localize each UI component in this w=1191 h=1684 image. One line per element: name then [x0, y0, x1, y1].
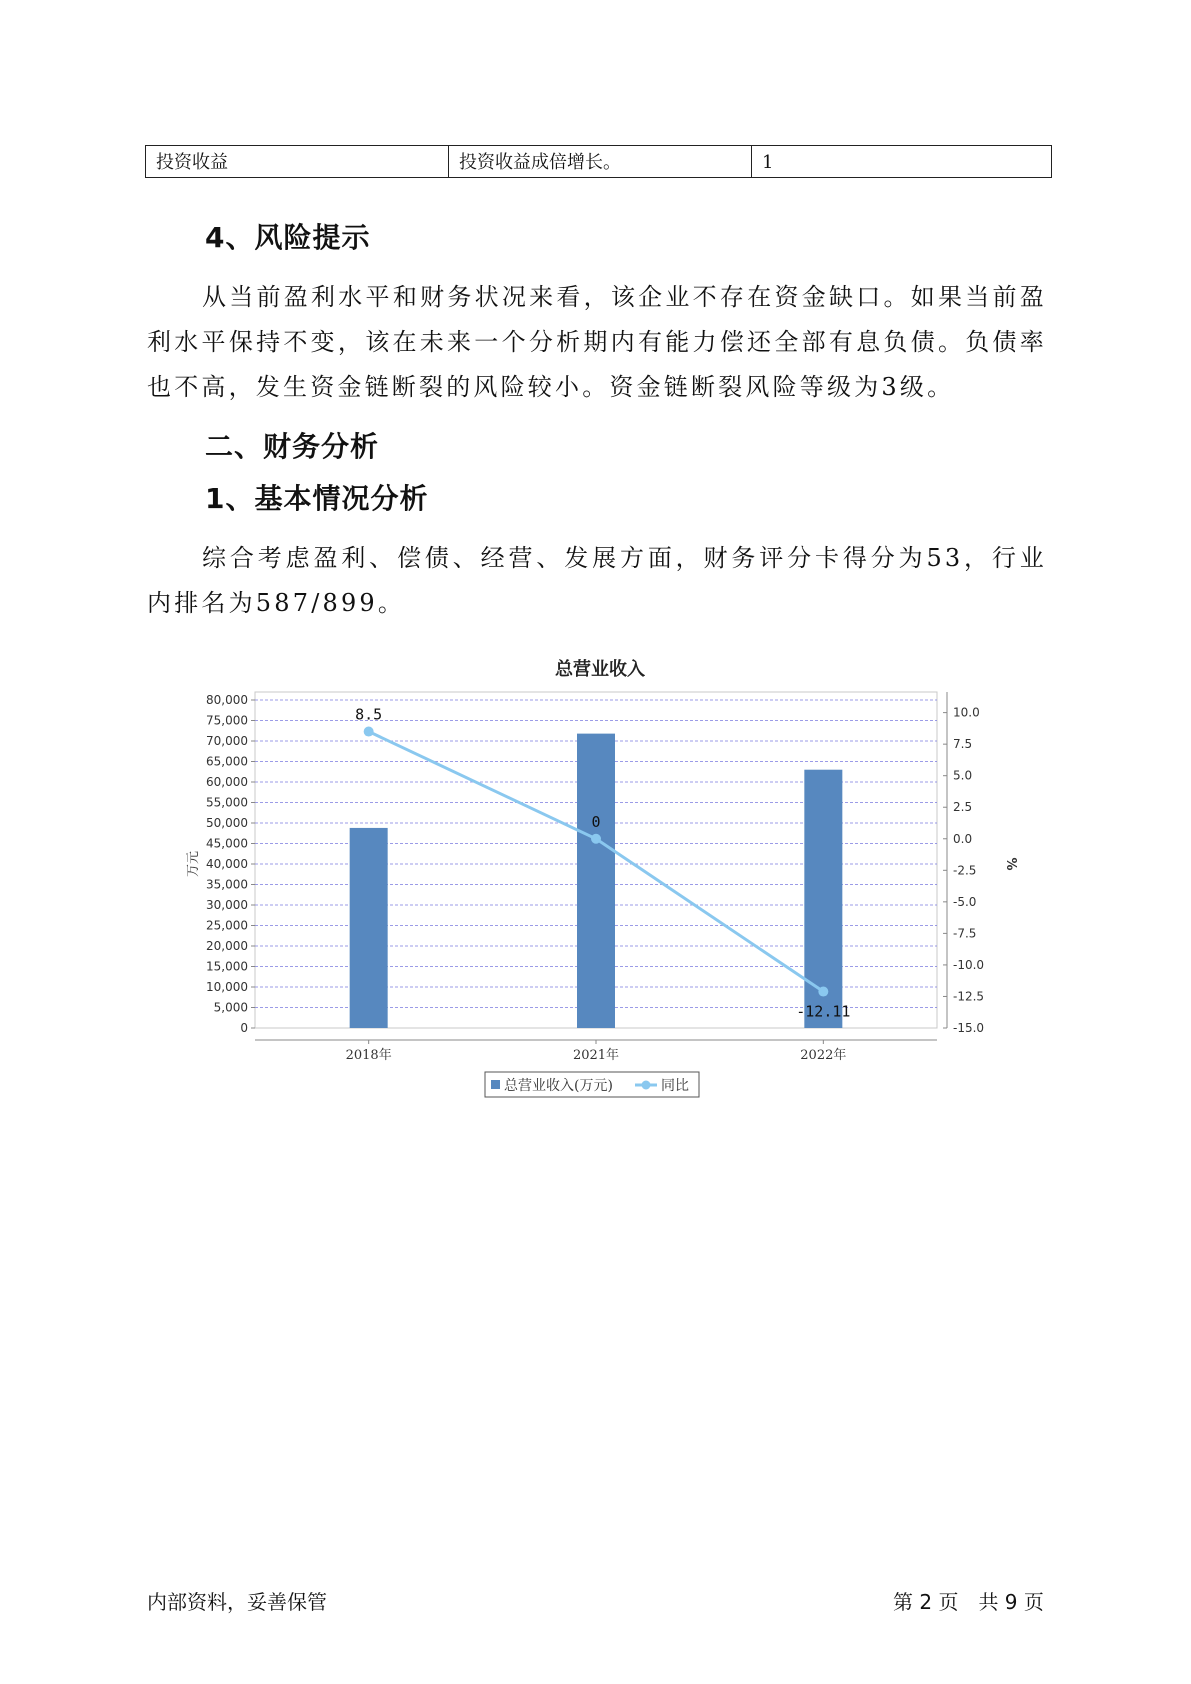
legend-label: 总营业收入(万元): [504, 1078, 613, 1094]
top-table: [145, 145, 1052, 178]
y-tick-label: 70,000: [206, 734, 248, 748]
y2-tick-label: 10.0: [953, 705, 980, 720]
data-label: -12.11: [796, 1002, 851, 1021]
x-tick-label: 2018年: [345, 1048, 392, 1063]
y-tick-label: 60,000: [206, 775, 248, 789]
table-cell: 投资收益: [146, 146, 449, 178]
y-tick-label: 80,000: [206, 693, 248, 707]
data-label: 0: [591, 812, 601, 831]
x-tick-label: 2022年: [800, 1048, 847, 1063]
y2-tick-label: -10.0: [953, 957, 985, 972]
x-tick-label: 2021年: [572, 1048, 620, 1063]
data-label: 8.5: [355, 705, 383, 724]
yoy-point: [364, 727, 374, 737]
y2-tick-label: -5.0: [953, 894, 977, 909]
yoy-point: [818, 987, 828, 997]
y-tick-label: 5,000: [213, 1000, 248, 1015]
basic-heading: 1、基本情况分析: [205, 482, 429, 515]
y2-tick-label: 0.0: [953, 831, 973, 846]
revenue-chart: [175, 650, 1035, 1110]
chart-canvas: [175, 650, 1035, 1110]
risk-paragraph: 从当前盈利水平和财务状况来看，该企业不存在资金缺口。如果当前盈利水平保持不变，该在未来一个分析期内有能力偿还全部有息负债。负债率也不高，发生资金链断裂的风险较小。资金链断裂风险等级为3级。: [147, 283, 1047, 401]
finance-heading: 二、财务分析: [205, 430, 380, 463]
y-tick-label: 40,000: [206, 857, 248, 871]
bar: [577, 734, 615, 1028]
y-tick-label: 30,000: [206, 898, 248, 912]
table-cell: 1: [752, 146, 1052, 178]
y2-tick-label: 5.0: [953, 768, 973, 783]
y2-tick-label: -7.5: [953, 926, 977, 941]
yoy-point: [591, 834, 601, 844]
y-tick-label: 65,000: [206, 754, 248, 769]
y2-tick-label: -12.5: [953, 989, 985, 1004]
y-tick-label: 0: [240, 1021, 248, 1035]
y-tick-label: 20,000: [206, 939, 248, 953]
y-tick-label: 35,000: [206, 877, 248, 892]
legend-label: 同比: [661, 1078, 689, 1094]
table-cell: 投资收益成倍增长。: [449, 146, 752, 178]
y2-tick-label: -2.5: [953, 863, 977, 878]
y-tick-label: 50,000: [206, 816, 248, 830]
y-tick-label: 10,000: [206, 980, 248, 994]
y2-axis-label: %: [1003, 857, 1018, 871]
y2-tick-label: 2.5: [953, 800, 973, 815]
y-tick-label: 15,000: [206, 959, 248, 974]
y-tick-label: 75,000: [206, 713, 248, 728]
bar: [350, 828, 388, 1028]
risk-heading: 4、风险提示: [205, 221, 371, 254]
footer-left: 内部资料，妥善保管: [147, 1590, 327, 1614]
table-row: [146, 146, 1052, 178]
legend-swatch-bar: [491, 1080, 500, 1089]
footer-right: 第 2 页 共 9 页: [893, 1590, 1044, 1614]
y-tick-label: 55,000: [206, 795, 248, 810]
chart-title: 总营业收入: [555, 659, 645, 680]
y-tick-label: 25,000: [206, 918, 248, 933]
y2-tick-label: -15.0: [953, 1021, 985, 1035]
y-tick-label: 45,000: [206, 836, 248, 851]
y-axis-label: 万元: [186, 850, 201, 878]
legend-swatch-point: [642, 1081, 651, 1090]
y2-tick-label: 7.5: [953, 737, 973, 752]
basic-paragraph: 综合考虑盈利、偿债、经营、发展方面，财务评分卡得分为53，行业内排名为587/899。: [147, 544, 1047, 617]
